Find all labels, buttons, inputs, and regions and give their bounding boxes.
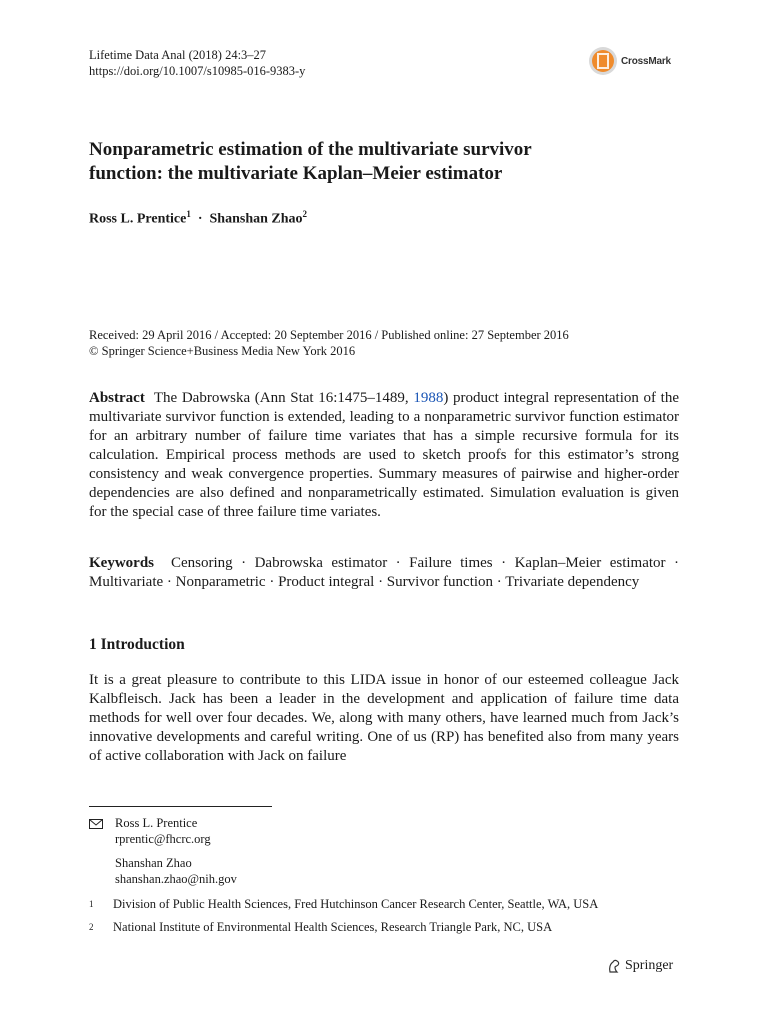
doi-link[interactable]: https://doi.org/10.1007/s10985-016-9383-y bbox=[89, 64, 306, 78]
author-2-affil: 2 bbox=[302, 209, 308, 219]
abstract bbox=[89, 389, 679, 522]
title-line-1: Nonparametric estimation of the multivariate survivor bbox=[89, 139, 532, 160]
article-title bbox=[89, 138, 689, 186]
springer-horse-icon bbox=[606, 958, 622, 974]
author-2[interactable]: Shanshan Zhao bbox=[209, 211, 303, 227]
crossmark-badge[interactable] bbox=[588, 44, 688, 78]
author-1-affil: 1 bbox=[186, 209, 191, 219]
copyright: © Springer Science+Business Media New York 2016 bbox=[89, 344, 356, 358]
footnote-rule bbox=[89, 806, 272, 807]
affiliation-2-number: 2 bbox=[89, 922, 94, 932]
history-dates: Received: 29 April 2016 / Accepted: 20 September 2016 / Published online: 27 September 2016 bbox=[89, 328, 569, 342]
title-line-2: function: the multivariate Kaplan–Meier estimator bbox=[89, 163, 503, 184]
section-heading: 1 Introduction bbox=[89, 636, 185, 653]
journal-citation: Lifetime Data Anal (2018) 24:3–27 bbox=[89, 48, 267, 62]
abstract-label: Abstract bbox=[89, 390, 145, 406]
author-list bbox=[89, 209, 307, 228]
citation-link[interactable]: 1988 bbox=[413, 390, 444, 406]
contact-2-name: Shanshan Zhao bbox=[115, 856, 192, 870]
contact-1-email[interactable]: rprentic@fhcrc.org bbox=[115, 832, 211, 846]
keywords bbox=[89, 554, 679, 592]
contact-1-name: Ross L. Prentice bbox=[115, 816, 198, 830]
affiliation-1-text: Division of Public Health Sciences, Fred Hutchinson Cancer Research Center, Seattle, WA, USA bbox=[113, 897, 599, 911]
abstract-text-pre: The Dabrowska (Ann Stat 16:1475–1489, bbox=[153, 390, 414, 406]
affiliation-2 bbox=[89, 919, 552, 935]
crossmark-icon bbox=[588, 46, 618, 76]
author-1[interactable]: Ross L. Prentice bbox=[89, 211, 187, 227]
publication-dates bbox=[89, 327, 689, 359]
crossmark-label: CrossMark bbox=[621, 55, 671, 67]
contact-2-email[interactable]: shanshan.zhao@nih.gov bbox=[115, 872, 237, 886]
affiliation-1-number: 1 bbox=[89, 899, 94, 909]
publisher-logo bbox=[606, 958, 673, 974]
affiliation-2-text: National Institute of Environmental Health Sciences, Research Triangle Park, NC, USA bbox=[113, 920, 553, 934]
keywords-text: Censoring · Dabrowska estimator · Failure times · Kaplan–Meier estimator · Multivariate · Nonparametric · Product integral · Survivor function · Trivariate dependency bbox=[89, 555, 679, 590]
affiliation-1 bbox=[89, 896, 598, 912]
introduction-text: It is a great pleasure to contribute to this LIDA issue in honor of our esteemed colleague Jack Kalbfleisch. Jack has been a leader in the development and application of failure time data methods for well over four decades. We, along with many others, have learned much from Jack’s innovative developments and careful writing. One of us (RP) has benefited also from many years of active collaboration with Jack on failure bbox=[89, 672, 679, 764]
author-separator: · bbox=[197, 211, 203, 227]
contact-info bbox=[89, 815, 237, 886]
abstract-text: ) product integral representation of the multivariate survivor function is extended, leading to a nonparametric survivor function estimator for an arbitrary number of failure time variates that has a simple recursive formula for its calculation. Empirical process methods are used to sketch proofs for this estimator’s strong consistency and weak convergence properties. Summary measures of pairwise and higher-order dependencies are also defined and nonparametrically estimated. Simulation evaluation is given for the special case of three failure time variates. bbox=[89, 390, 679, 520]
journal-header bbox=[89, 47, 305, 79]
keywords-label: Keywords bbox=[89, 555, 154, 571]
envelope-icon bbox=[89, 817, 103, 833]
publisher-name: Springer bbox=[625, 958, 674, 973]
